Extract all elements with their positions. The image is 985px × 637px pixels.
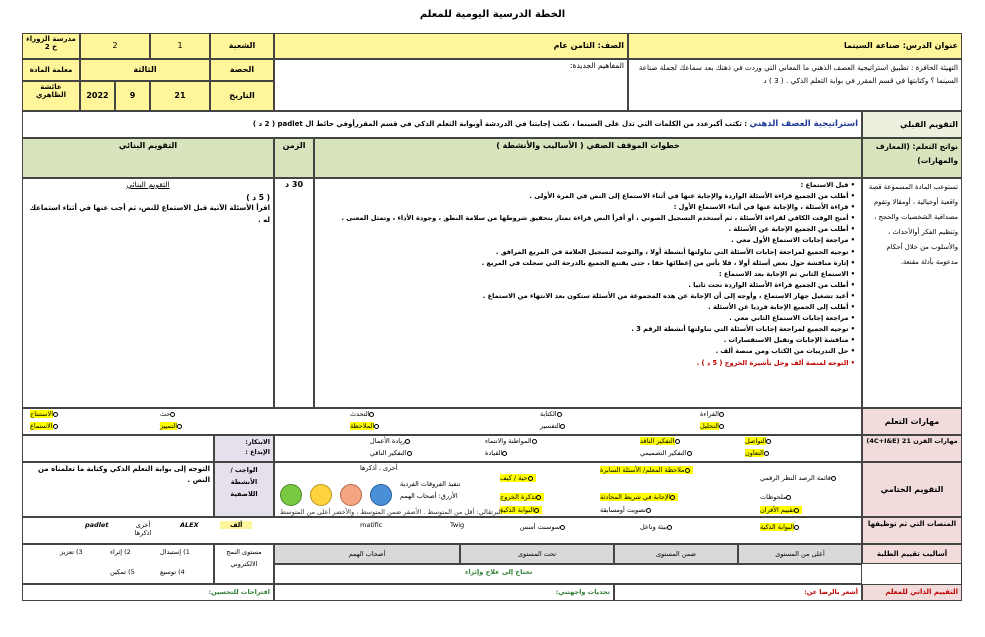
student-eval-notes bbox=[274, 564, 862, 584]
skill-speaking[interactable]: التحدث bbox=[350, 410, 377, 418]
formative-cell bbox=[22, 178, 274, 408]
formative-title: التقويم البنائي bbox=[126, 180, 170, 189]
level-within: ضمن المستوى bbox=[614, 544, 738, 564]
skill-reading[interactable]: القراءة bbox=[700, 410, 727, 418]
step-item: • التوجه لمنصة ألف وحل تأشيرة الخروج ( 5 د ) . bbox=[318, 358, 855, 369]
eval-teacher-observation[interactable]: ملاحظة المعلم/ الأسئلة السابرة bbox=[600, 466, 693, 474]
prior-text: : تكتب أكبرعدد من الكلمات التي تدل على السينما ، نكتب إجابتنا في الدردشة أوبوابة التعلم الذكي في قسم المقررأوفي حائط ال padlet ( 2 د ) bbox=[252, 120, 748, 128]
platform-other2[interactable]: أخرى اذكرها bbox=[134, 521, 152, 537]
level-special: أصحاب الهمم bbox=[274, 544, 460, 564]
step-item: • أطلب من الجميع الإجابة عن الأسئلة . bbox=[318, 224, 855, 235]
satisfaction: أشعر بالرضا عن: bbox=[614, 584, 862, 601]
level-above: أعلى من المستوى bbox=[738, 544, 862, 564]
step-item: • الاستماع الثاني ثم الإجابة بعد الاستماع : bbox=[318, 269, 855, 280]
skill-analysis[interactable]: التحليل bbox=[700, 422, 727, 430]
innovation-label-1: الابتكار: bbox=[245, 438, 270, 446]
innovation-label-2: الإبداع : bbox=[245, 448, 270, 456]
step-item: • أطلب إلى الجميع الإجابة فرديا عن الأسئلة . bbox=[318, 302, 855, 313]
date-year: 2022 bbox=[80, 81, 115, 111]
time-value: 30 د bbox=[284, 180, 304, 189]
platform-alef[interactable]: ألف bbox=[220, 521, 252, 529]
skill-inference[interactable]: الاستنتاج bbox=[30, 410, 61, 418]
innovation-blank bbox=[22, 435, 214, 462]
skill-writing[interactable]: الكتابة bbox=[540, 410, 565, 418]
platform-twig[interactable]: Twig bbox=[450, 521, 465, 529]
warmup: التهيئة الحافزة : تطبيق استراتيجية العصف الذهني ما المعاني التي وردت في ذهنك بعد سماعك لجملة صناعة السينما ؟ وكتابتها في قسم المقرر في بوابة التعلم الذكي . ( 3 ) د bbox=[628, 59, 962, 111]
platform-alex[interactable]: ALEX bbox=[180, 521, 199, 529]
outcomes-cell bbox=[862, 178, 962, 408]
tech-level-label: مستوى النمج الالكتروني bbox=[214, 544, 274, 584]
teacher-role: معلمة المادة bbox=[22, 59, 80, 81]
step-item: • توجيه الجميع لمراجعة إجابات الأسئلة التي تناولتها أنشطة الرقم 3 . bbox=[318, 324, 855, 335]
stage-expand[interactable]: 4) توسيع bbox=[160, 568, 185, 576]
time-cell bbox=[274, 178, 314, 408]
platform-smart-portal[interactable]: البوابة الذكية bbox=[760, 523, 802, 531]
new-concepts: المفاهيم الجديدة: bbox=[274, 59, 628, 111]
prior-assessment bbox=[22, 111, 862, 138]
page-title: الخطة الدرسية اليومية للمعلم bbox=[419, 9, 566, 20]
lesson-title: عنوان الدرس: صناعة السينما bbox=[628, 33, 962, 59]
steps-list bbox=[318, 180, 855, 369]
school-name: مدرسة الزوراء ح 2 bbox=[22, 33, 80, 59]
skill21-critical[interactable]: التفكير الناقد bbox=[640, 437, 683, 445]
step-item: • إثارة مناقشة حول بعض أسئلة أولا ، فلا بأس من إعطائها حقا ، حتى يقتنع الجميع بالدرجة التي سجلت في المربع . bbox=[318, 258, 855, 269]
formative-text: اقرأ الأسئلة الآتية قبل الاستماع للنص، ثم أجب عنها في أثناء استماعك له . bbox=[29, 204, 270, 224]
platform-env[interactable]: بيئة وتاعل bbox=[640, 523, 675, 531]
skill21-leadership[interactable]: القيادة bbox=[485, 449, 510, 457]
step-item: • مناقشة الإجابات وتقبل الاستفسارات . bbox=[318, 335, 855, 346]
skill-observation[interactable]: الملاحظة bbox=[350, 422, 382, 430]
section-value-2: 2 bbox=[80, 33, 150, 59]
skill21-communication[interactable]: التواصل bbox=[745, 437, 774, 445]
skill21-citizenship[interactable]: المواطنة والانتماء bbox=[485, 437, 540, 445]
period-label: الحصة bbox=[210, 59, 274, 81]
prior-label: التقويم القبلي bbox=[862, 111, 962, 138]
step-item: • توجيه الجميع لمراجعة إجابات الأسئلة التي تناولتها أنشطة أولا ، والتوجيه لتسجيل العلامة في المربع المرافق . bbox=[318, 247, 855, 258]
grade bbox=[274, 33, 628, 59]
step-item: • مراجعة إجابات الاستماع الأول معي . bbox=[318, 235, 855, 246]
eval-how[interactable]: حية / كيف bbox=[500, 474, 536, 482]
teacher-name: عائشة الظاهري bbox=[22, 81, 80, 111]
date-day: 21 bbox=[150, 81, 210, 111]
eval-vote[interactable]: تصويت أومسابقة bbox=[600, 506, 654, 514]
innovation-label bbox=[214, 435, 274, 462]
eval-digital-checklist[interactable]: قائمة الرصد النظر الرقمي bbox=[760, 474, 839, 482]
diff-levels: البرتقالي: أقل من المتوسط . الأصفر ضمن المتوسط ، والأخضر أعلى من المتوسط bbox=[280, 508, 503, 516]
skill-research[interactable]: حث bbox=[160, 410, 178, 418]
outcomes-text: تستوعب المادة المسموعة قصة واقعية أوخيالية ، أومقالا وتقوم مصداقية الشخصيات والحجج ، وتنظيم الفكر أوالأحداث ، والأسلوب من خلال أحكام مدعومة بأدلة مقنعة. bbox=[868, 183, 958, 266]
step-item: • قراءة الأسئلة ، والإجابة عنها في أثناء الاستماع الأول : bbox=[318, 202, 855, 213]
skills-row bbox=[22, 408, 862, 435]
step-item: • أمنح الوقت الكافي لقراءة الأسئلة ، ثم أستخدم التسجيل الصوتي ، أو أقرأ النص قراءة تمتاز بتحقيق شروطها من سلامة النطق ، وجودة الأداء ، وتمثل المعنى . bbox=[318, 213, 855, 224]
student-eval-label: أساليب تقييم الطلبة bbox=[862, 544, 962, 564]
date-month: 9 bbox=[115, 81, 150, 111]
yellow-face-icon bbox=[310, 484, 332, 506]
eval-smart-portal[interactable]: البوابة الذكية bbox=[500, 506, 542, 514]
formative-time: ( 5 د ) bbox=[246, 193, 270, 202]
stage-enrichment[interactable]: 2) إثراء bbox=[110, 548, 131, 556]
level-below: تحت المستوى bbox=[460, 544, 614, 564]
steps-header: خطوات الموقف الصفي ( الأساليب والأنشطة ) bbox=[314, 138, 862, 178]
skill-interpretation[interactable]: التفسير bbox=[540, 422, 568, 430]
section-value-1: 1 bbox=[150, 33, 210, 59]
step-item: • أعيد تشغيل جهاز الاستماع ، وأوجه إلى أن الإجابة عن هذه المجموعة من الأسئلة ستكون بعد الانتهاء من الاستماع . bbox=[318, 291, 855, 302]
final-eval-label: التقويم الختامي bbox=[862, 462, 962, 517]
needs-remediation: تحتاج إلى علاج وإثراء bbox=[465, 568, 533, 576]
platform-other1[interactable]: سوسنت أسس bbox=[520, 523, 568, 531]
outcomes-header: نواتج التعلم: (المعارف والمهارات) bbox=[862, 138, 962, 178]
homework-label: الواجب / الأنشطة اللاصفية bbox=[214, 462, 274, 517]
steps-cell bbox=[314, 178, 862, 408]
skill21-entrepreneur[interactable]: ريادة الأعمال bbox=[370, 437, 413, 445]
eval-chat-answer[interactable]: الإجابة في شريط المحادثة bbox=[600, 493, 678, 501]
platform-padlet[interactable]: padlet bbox=[85, 521, 109, 529]
skills21-label: مهارات القرن 21 (4C+I&E) bbox=[862, 435, 962, 462]
formative-header: التقويم البنائي bbox=[22, 138, 274, 178]
section-label: الشعبة bbox=[210, 33, 274, 59]
challenges: تحديات واجهتني: bbox=[274, 584, 614, 601]
step-item: • أطلب من الجميع قراءة الأسئلة الواردة تحت ثانيا . bbox=[318, 280, 855, 291]
eval-notes[interactable]: ملحوظات bbox=[760, 493, 794, 501]
eval-other[interactable]: أخرى ، أذكرها bbox=[360, 464, 398, 472]
platforms-label: المنصات التي تم توظيفها bbox=[862, 517, 962, 544]
step-item: • مراجعة إجابات الاستماع الثاني معي . bbox=[318, 313, 855, 324]
eval-peer[interactable]: تقييم الأقران bbox=[760, 506, 802, 514]
skill21-other[interactable]: التفكير الناقي bbox=[370, 449, 415, 457]
eval-exit-ticket[interactable]: تذكرة الخروج bbox=[500, 493, 544, 501]
prior-strategy: استراتيجية العصف الذهني bbox=[749, 119, 858, 129]
stage-empower[interactable]: 5) تمكين bbox=[110, 568, 135, 576]
orange-face-icon bbox=[340, 484, 362, 506]
blue-face-icon bbox=[370, 484, 392, 506]
skill21-cooperation[interactable]: التعاون bbox=[745, 449, 772, 457]
skills-label: مهارات التعلم bbox=[862, 408, 962, 435]
skill21-design[interactable]: التفكير التصميمي bbox=[640, 449, 695, 457]
period-value: الثالثة bbox=[80, 59, 210, 81]
stage-reinforce[interactable]: 3) تعزيز bbox=[60, 548, 83, 556]
suggestions: اقتراحات للتحسين: bbox=[22, 584, 274, 601]
stage-substitution[interactable]: 1) إستبدال bbox=[160, 548, 190, 556]
self-eval-label: التقييم الذاتي للمعلم bbox=[862, 584, 962, 601]
date-label: التاريخ bbox=[210, 81, 274, 111]
step-item: • قبل الاستماع : bbox=[318, 180, 855, 191]
homework-text: التوجه إلى بوابة التعلم الذكي وكتابة ما تعلمناه من النص . bbox=[22, 462, 214, 517]
diff-label: تنفيذ الفروقات الفردية bbox=[400, 480, 461, 488]
step-item: • حل التدريبات من الكتاب ومن منصة ألف . bbox=[318, 346, 855, 357]
platform-matific[interactable]: matific bbox=[360, 521, 383, 529]
green-face-icon bbox=[280, 484, 302, 506]
step-item: • أطلب من الجميع قراءة الأسئلة الواردة والإجابة عنها في أثناء الاستماع إلى النص في المرة الأولى . bbox=[318, 191, 855, 202]
time-header: الزمن bbox=[274, 138, 314, 178]
skill-listening[interactable]: الاستماع bbox=[30, 422, 61, 430]
diff-teams: الأزرق: أصحاب الهمم bbox=[400, 492, 458, 500]
grade-label: الصف: الثامن عام bbox=[553, 41, 624, 50]
skill-distinction[interactable]: التمييز bbox=[160, 422, 185, 430]
